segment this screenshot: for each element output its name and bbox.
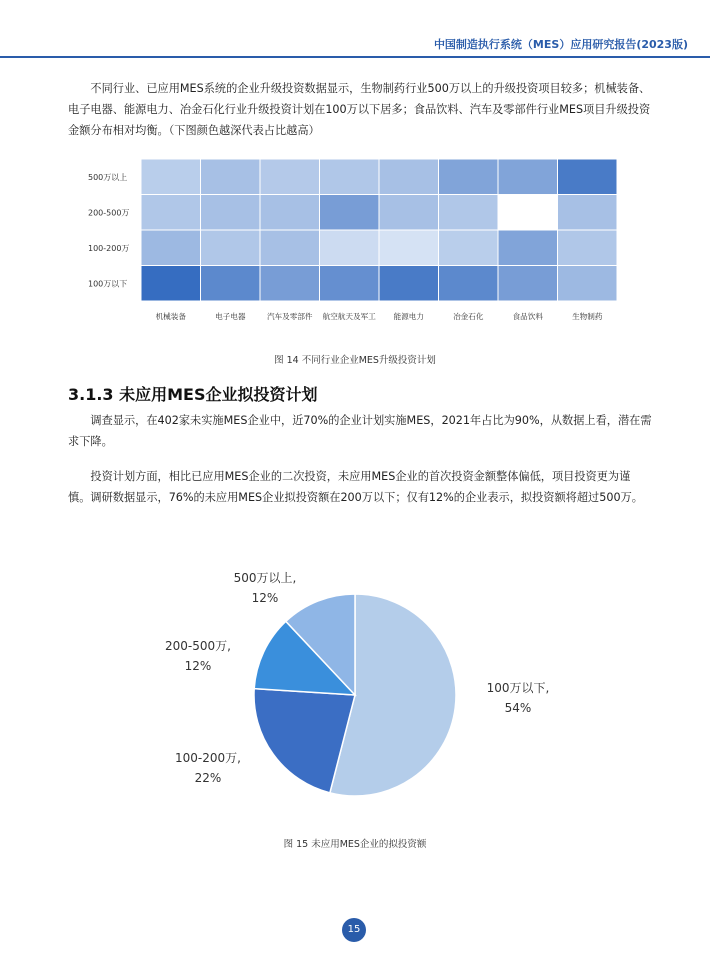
- heatmap-cell-r2-c7: [558, 230, 618, 266]
- figure-14-caption: 图 14 不同行业企业MES升级投资计划: [274, 355, 436, 366]
- heatmap-cell-r3-c1: [201, 266, 261, 302]
- heatmap-cell-r0-c6: [498, 159, 558, 195]
- heatmap-cell-r1-c4: [379, 195, 439, 231]
- heatmap-cell-r1-c3: [320, 195, 380, 231]
- heatmap-cell-r0-c0: [141, 159, 201, 195]
- heatmap-cell-r1-c2: [260, 195, 320, 231]
- pie-percent-3: 12%: [251, 591, 279, 605]
- heatmap-column-label: 生物制药: [572, 312, 603, 321]
- heatmap-column-label: 食品饮料: [512, 312, 543, 321]
- pie-percent-2: 12%: [184, 659, 212, 673]
- pie-percent-1: 22%: [194, 771, 222, 785]
- section-heading: 3.1.3 未应用MES企业拟投资计划: [68, 385, 318, 404]
- heatmap-cell-r0-c7: [558, 159, 618, 195]
- paragraph-investment: 投资计划方面，相比已应用MES企业的二次投资，未应用MES企业的首次投资金额整体偏低，项目投资更为谨慎。调研数据显示，76%的未应用MES企业拟投资额在200万以下；仅有12%的企业表示，拟投资额将超过500万。: [68, 470, 643, 504]
- heatmap-cell-r1-c7: [558, 195, 618, 231]
- heatmap-cell-r1-c5: [439, 195, 499, 231]
- figure-15-caption: 图 15 未应用MES企业的拟投资额: [283, 839, 427, 850]
- heatmap-cell-r3-c2: [260, 266, 320, 302]
- heatmap-cell-r3-c5: [439, 266, 499, 302]
- heatmap-row-label: 100万以下: [88, 279, 128, 289]
- heatmap-cell-r3-c4: [379, 266, 439, 302]
- heatmap-cell-r3-c7: [558, 266, 618, 302]
- heatmap-column-label: 汽车及零部件: [266, 312, 313, 321]
- heatmap-column-label: 航空航天及军工: [322, 312, 376, 321]
- pie-label-3: 500万以上,: [233, 571, 297, 585]
- pie-label-1: 100-200万,: [175, 751, 241, 765]
- heatmap-cell-r2-c5: [439, 230, 499, 266]
- heatmap-cell-r3-c3: [320, 266, 380, 302]
- heatmap-cell-r0-c3: [320, 159, 380, 195]
- heatmap-cell-r2-c0: [141, 230, 201, 266]
- heatmap-row-label: 500万以上: [88, 172, 128, 182]
- heatmap-cell-r2-c1: [201, 230, 261, 266]
- heatmap-cell-r0-c5: [439, 159, 499, 195]
- header-divider: [0, 56, 710, 58]
- heatmap-cell-r2-c2: [260, 230, 320, 266]
- pie-percent-0: 54%: [504, 701, 532, 715]
- pie-label-2: 200-500万,: [165, 639, 231, 653]
- heatmap-row-label: 200-500万: [88, 208, 130, 218]
- pie-chart: [150, 540, 570, 820]
- paragraph-survey: 调查显示，在402家未实施MES企业中，近70%的企业计划实施MES，2021年占比为90%，从数据上看，潜在需求下降。: [68, 414, 652, 448]
- heatmap-cell-r2-c4: [379, 230, 439, 266]
- heatmap-cell-r1-c1: [201, 195, 261, 231]
- header-title: 中国制造执行系统（MES）应用研究报告(2023版): [433, 38, 688, 51]
- heatmap-column-label: 冶金石化: [453, 312, 484, 321]
- heatmap-chart: [80, 150, 640, 330]
- heatmap-column-label: 能源电力: [393, 312, 424, 321]
- heatmap-cell-r0-c4: [379, 159, 439, 195]
- pie-label-0: 100万以下,: [486, 681, 550, 695]
- heatmap-cell-r2-c3: [320, 230, 380, 266]
- heatmap-column-label: 机械装备: [155, 312, 186, 321]
- page-number: 15: [342, 918, 366, 942]
- heatmap-cell-r1-c6: [498, 195, 558, 231]
- paragraph-industry-upgrade: 不同行业、已应用MES系统的企业升级投资数据显示，生物制药行业500万以上的升级投资项目较多；机械装备、电子电器、能源电力、冶金石化行业升级投资计划在100万以下居多；食品饮料、汽车及零部件行业MES项目升级投资金额分布相对均衡。（下图颜色越深代表占比越高）: [68, 82, 651, 137]
- heatmap-cell-r2-c6: [498, 230, 558, 266]
- heatmap-column-label: 电子电器: [215, 312, 246, 321]
- heatmap-cell-r3-c6: [498, 266, 558, 302]
- heatmap-cell-r1-c0: [141, 195, 201, 231]
- heatmap-cell-r0-c2: [260, 159, 320, 195]
- heatmap-cell-r0-c1: [201, 159, 261, 195]
- heatmap-cell-r3-c0: [141, 266, 201, 302]
- heatmap-row-label: 100-200万: [88, 243, 130, 253]
